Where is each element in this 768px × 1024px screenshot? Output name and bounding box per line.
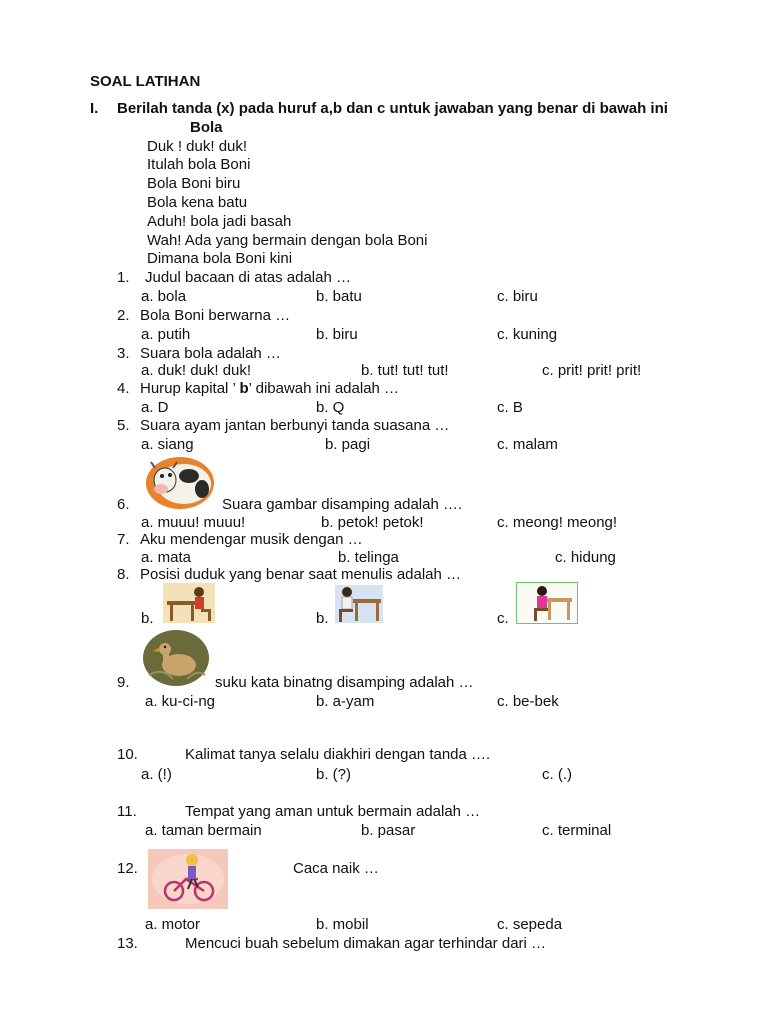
option-c[interactable]: c. meong! meong! [497,514,618,531]
question-number: 2. [117,307,130,324]
option-c[interactable]: c. kuning [497,326,558,343]
question-text: Kalimat tanya selalu diakhiri dengan tanda …. [185,746,491,763]
poem-line: Dimana bola Boni kini [147,250,293,267]
option-b[interactable]: b. pasar [361,822,416,839]
option-b[interactable]: b. mobil [316,916,369,933]
option-b[interactable]: b. telinga [338,549,399,566]
option-a[interactable]: a. putih [141,326,191,343]
question-text: Suara bola adalah … [140,345,281,362]
section-instruction: Berilah tanda (x) pada huruf a,b dan c untuk jawaban yang benar di bawah ini [117,100,668,117]
poem-line: Aduh! bola jadi basah [147,213,292,230]
page-title: SOAL LATIHAN [90,73,201,90]
question-number: 8. [117,566,130,583]
option-a[interactable]: b. [141,610,154,627]
poem-line: Wah! Ada yang bermain dengan bola Boni [147,232,428,249]
option-b[interactable]: b. [316,610,329,627]
option-b[interactable]: b. Q [316,399,345,416]
child-desk-picture [516,582,578,624]
option-a[interactable]: a. (!) [141,766,172,783]
option-c[interactable]: c. biru [497,288,538,305]
poem-line: Bola Boni biru [147,175,241,192]
poem-line: Duk ! duk! duk! [147,138,248,155]
option-b[interactable]: b. batu [316,288,362,305]
question-number: 3. [117,345,130,362]
question-text: Caca naik … [293,860,379,877]
poem-line: Bola kena batu [147,194,248,211]
question-number: 9. [117,674,130,691]
question-text-pre: Hurup kapital ’ [140,380,240,397]
section-number: I. [90,100,99,117]
question-text: Suara gambar disamping adalah …. [222,496,463,513]
cow-picture [145,456,215,510]
option-a[interactable]: a. motor [145,916,201,933]
option-c[interactable]: c. hidung [555,549,616,566]
question-text: Bola Boni berwarna … [140,307,291,324]
question-number: 4. [117,380,130,397]
option-a[interactable]: a. bola [141,288,187,305]
question-number: 10. [117,746,138,763]
option-b[interactable]: b. petok! petok! [321,514,424,531]
question-text: Posisi duduk yang benar saat menulis adalah … [140,566,462,583]
option-b[interactable]: b. tut! tut! tut! [361,362,449,379]
girl-bicycle-picture [148,849,228,909]
question-number: 7. [117,531,130,548]
option-c[interactable]: c. prit! prit! prit! [542,362,642,379]
option-c[interactable]: c. malam [497,436,558,453]
option-b[interactable]: b. biru [316,326,358,343]
option-c[interactable]: c. sepeda [497,916,563,933]
question-text: Mencuci buah sebelum dimakan agar terhindar dari … [185,935,547,952]
question-number: 6. [117,496,130,513]
option-c[interactable]: c. terminal [542,822,612,839]
question-number: 1. [117,269,130,286]
option-b[interactable]: b. pagi [325,436,371,453]
duck-picture [143,629,210,687]
question-text-bold: b [239,380,249,397]
option-c[interactable]: c. be-bek [497,693,559,710]
option-a[interactable]: a. siang [141,436,194,453]
option-b[interactable]: b. (?) [316,766,352,783]
option-a[interactable]: a. duk! duk! duk! [141,362,252,379]
question-text: suku kata binatng disamping adalah … [215,674,474,691]
option-c[interactable]: c. (.) [542,766,572,783]
question-text: Tempat yang aman untuk bermain adalah … [185,803,481,820]
poem-title: Bola [190,119,223,136]
question-text: Aku mendengar musik dengan … [140,531,363,548]
question-number: 5. [117,417,130,434]
poem-line: Itulah bola Boni [147,156,251,173]
option-c[interactable]: c. B [497,399,523,416]
question-text: Judul bacaan di atas adalah … [145,269,351,286]
child-desk-picture [163,583,215,623]
question-number: 13. [117,935,138,952]
option-a[interactable]: a. ku-ci-ng [145,693,216,710]
question-text [140,380,399,398]
option-a[interactable]: a. taman bermain [145,822,262,839]
child-desk-picture [335,585,383,623]
question-text-post: ’ dibawah ini adalah … [248,380,400,397]
question-number: 12. [117,860,138,877]
question-number: 11. [117,803,137,820]
option-a[interactable]: a. mata [141,549,192,566]
question-text: Suara ayam jantan berbunyi tanda suasana … [140,417,450,434]
option-a[interactable]: a. D [141,399,169,416]
option-a[interactable]: a. muuu! muuu! [141,514,246,531]
option-c[interactable]: c. [497,610,509,627]
option-b[interactable]: b. a-yam [316,693,375,710]
